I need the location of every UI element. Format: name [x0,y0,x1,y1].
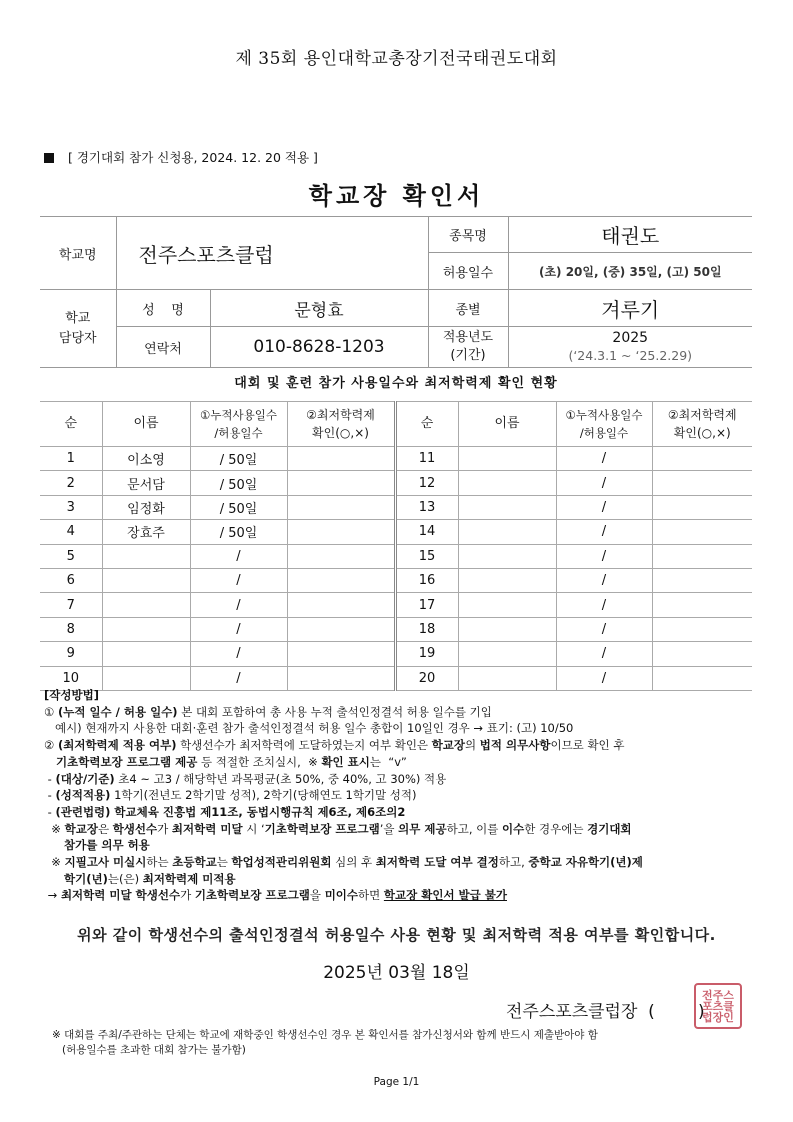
row-name [102,544,190,568]
row-no: 18 [395,617,458,641]
row-no: 7 [40,593,102,617]
row-academic [652,568,752,592]
row-name [102,593,190,617]
row-no: 5 [40,544,102,568]
row-no: 17 [395,593,458,617]
row-no: 12 [395,471,458,495]
row-no: 9 [40,642,102,666]
row-days: / [556,520,652,544]
row-no: 13 [395,495,458,519]
name-label: 성 명 [116,290,210,327]
apply-year-value: 2025 [612,330,649,346]
table-row [40,568,752,592]
row-days: / [190,642,287,666]
method-line: ※ 지필고사 미실시하는 초등학교는 학업성적관리위원회 심의 후 최저학력 도달 여부 결정하고, 중학교 자유학기(년)제 [44,855,643,870]
row-no: 10 [40,666,102,690]
row-no: 20 [395,666,458,690]
row-days: / 50일 [190,447,287,471]
row-days: / [556,568,652,592]
row-name [102,642,190,666]
row-days: / [556,593,652,617]
row-days: / 50일 [190,520,287,544]
table-row [40,544,752,568]
allowed-days-value: (초) 20일, (중) 35일, (고) 50일 [508,253,752,290]
event-value: 태권도 [508,217,752,253]
row-no: 16 [395,568,458,592]
row-name [458,471,556,495]
row-name [458,495,556,519]
method-section [44,687,756,904]
table-row [40,447,752,471]
row-academic [287,471,395,495]
method-line: → 최저학력 미달 학생선수가 기초학력보장 프로그램을 미이수하면 학교장 확인서 발급 불가 [44,888,507,903]
table-row [40,471,752,495]
method-line: 기초학력보장 프로그램 제공 등 적절한 조치실시, ※ 확인 표시는 “v” [44,754,407,769]
issue-date: 2025년 03월 18일 [323,963,470,983]
header-days: ①누적사용일수 /허용일수 [190,402,287,447]
row-name [458,593,556,617]
row-no: 14 [395,520,458,544]
event-label: 종목명 [428,217,508,253]
school-value: 전주스포츠클럽 [116,217,428,290]
row-days: / [190,666,287,690]
header-no: 순 [395,402,458,447]
method-line: - (관련법령) 학교체육 진흥법 제11조, 동법시행규칙 제6조, 제6조의2 [44,804,406,819]
header-days: ①누적사용일수 /허용일수 [556,402,652,447]
contact-value: 010-8628-1203 [210,327,428,368]
row-days: / [556,471,652,495]
row-academic [287,544,395,568]
row-academic [652,495,752,519]
row-days: / [556,642,652,666]
row-academic [652,544,752,568]
header-no: 순 [40,402,102,447]
row-days: / [556,495,652,519]
row-days: / [556,617,652,641]
row-academic [287,642,395,666]
document-title: 학교장 확인서 [308,182,485,210]
status-table [40,401,752,691]
row-academic [652,471,752,495]
method-line: 학기(년)는(은) 최저학력제 미적용 [44,871,236,886]
row-name [458,544,556,568]
manager-label: 학교 담당자 [40,290,116,368]
page-number: Page 1/1 [373,1076,420,1088]
row-days: / [556,544,652,568]
row-academic [287,568,395,592]
method-line: - (성적적용) 1학기(전년도 2학기말 성적), 2학기(당해연도 1학기말 성적) [44,788,417,803]
method-line: 예시) 현재까지 사용한 대회·훈련 참가 출석인정결석 허용 일수 총합이 10일인 경우 → 표기: (고) 10/50 [44,721,574,736]
row-no: 8 [40,617,102,641]
row-no: 6 [40,568,102,592]
table-row [40,617,752,641]
row-no: 15 [395,544,458,568]
header-academic: ②최저학력제 확인(○,×) [287,402,395,447]
row-name [458,520,556,544]
row-academic [652,520,752,544]
school-label: 학교명 [40,217,116,290]
header-name: 이름 [102,402,190,447]
header-name: 이름 [458,402,556,447]
row-academic [287,447,395,471]
row-name [458,568,556,592]
table-row [40,495,752,519]
row-academic [652,593,752,617]
row-academic [287,520,395,544]
method-line: - (대상/기준) 초4 ~ 고3 / 해당학년 과목평균(초 50%, 중 40%, 고 30%) 적용 [44,771,447,786]
allowed-days-label: 허용일수 [428,253,508,290]
event-title: 제 35회 용인대학교총장기전국태권도대회 [235,49,558,69]
row-no: 4 [40,520,102,544]
apply-period: (‘24.3.1 ~ ‘25.2.29) [568,348,693,363]
row-academic [287,593,395,617]
category-label: 종별 [428,290,508,327]
method-line: 참가를 의무 허용 [44,838,150,853]
row-name: 문서담 [102,471,190,495]
row-academic [287,617,395,641]
principal-name: 전주스포츠클럽장 ( ) [506,1002,705,1022]
row-days: / 50일 [190,495,287,519]
category-value: 겨루기 [508,290,752,327]
footnote: ※ 대회를 주최/주관하는 단체는 학교에 재학중인 학생선수인 경우 본 확인서를 참가신청서와 함께 반드시 제출받아야 함 (허용일수를 초과한 대회 참가는 불가함) [52,1029,598,1056]
row-no: 3 [40,495,102,519]
row-academic [652,617,752,641]
row-name [458,642,556,666]
row-no: 19 [395,642,458,666]
method-line: ※ 학교장은 학생선수가 최저학력 미달 시 ‘기초학력보장 프로그램’을 의무 제공하고, 이를 이수한 경우에는 경기대회 [44,821,632,836]
row-no: 1 [40,447,102,471]
method-line: ② (최저학력제 적용 여부) 학생선수가 최저학력에 도달하였는지 여부 확인은 학교장의 법적 의무사항이므로 확인 후 [44,738,625,753]
row-name: 임정화 [102,495,190,519]
row-no: 2 [40,471,102,495]
row-days: / [190,617,287,641]
row-days: / 50일 [190,471,287,495]
row-name: 이소영 [102,447,190,471]
info-table [40,216,752,368]
apply-year-label: 적용년도 (기간) [428,327,508,368]
row-days: / [190,593,287,617]
table-row [40,520,752,544]
row-academic [652,447,752,471]
header-academic: ②최저학력제 확인(○,×) [652,402,752,447]
row-days: / [556,666,652,690]
name-value: 문형효 [210,290,428,327]
square-bullet-icon [44,153,54,163]
official-seal: 전주스포츠클럽장인 [694,983,742,1029]
row-name [458,617,556,641]
row-name [102,568,190,592]
row-name: 장효주 [102,520,190,544]
row-days: / [190,568,287,592]
method-line: ① (누적 일수 / 허용 일수) 본 대회 포함하여 총 사용 누적 출석인정결석 허용 일수를 기입 [44,704,492,719]
row-days: / [190,544,287,568]
form-note: [ 경기대회 참가 신청용, 2024. 12. 20 적용 ] [44,148,318,166]
table-row [40,642,752,666]
row-days: / [556,447,652,471]
contact-label: 연락처 [116,327,210,368]
table-row [40,593,752,617]
row-academic [652,642,752,666]
row-no: 11 [395,447,458,471]
row-academic [287,495,395,519]
method-title: [작성방법] [44,688,99,702]
status-title: 대회 및 훈련 참가 사용일수와 최저학력제 확인 현황 [234,376,558,391]
confirmation-text: 위와 같이 학생선수의 출석인정결석 허용일수 사용 현황 및 최저학력 적용 여부를 확인합니다. [77,926,716,944]
row-name [102,617,190,641]
row-name [458,447,556,471]
